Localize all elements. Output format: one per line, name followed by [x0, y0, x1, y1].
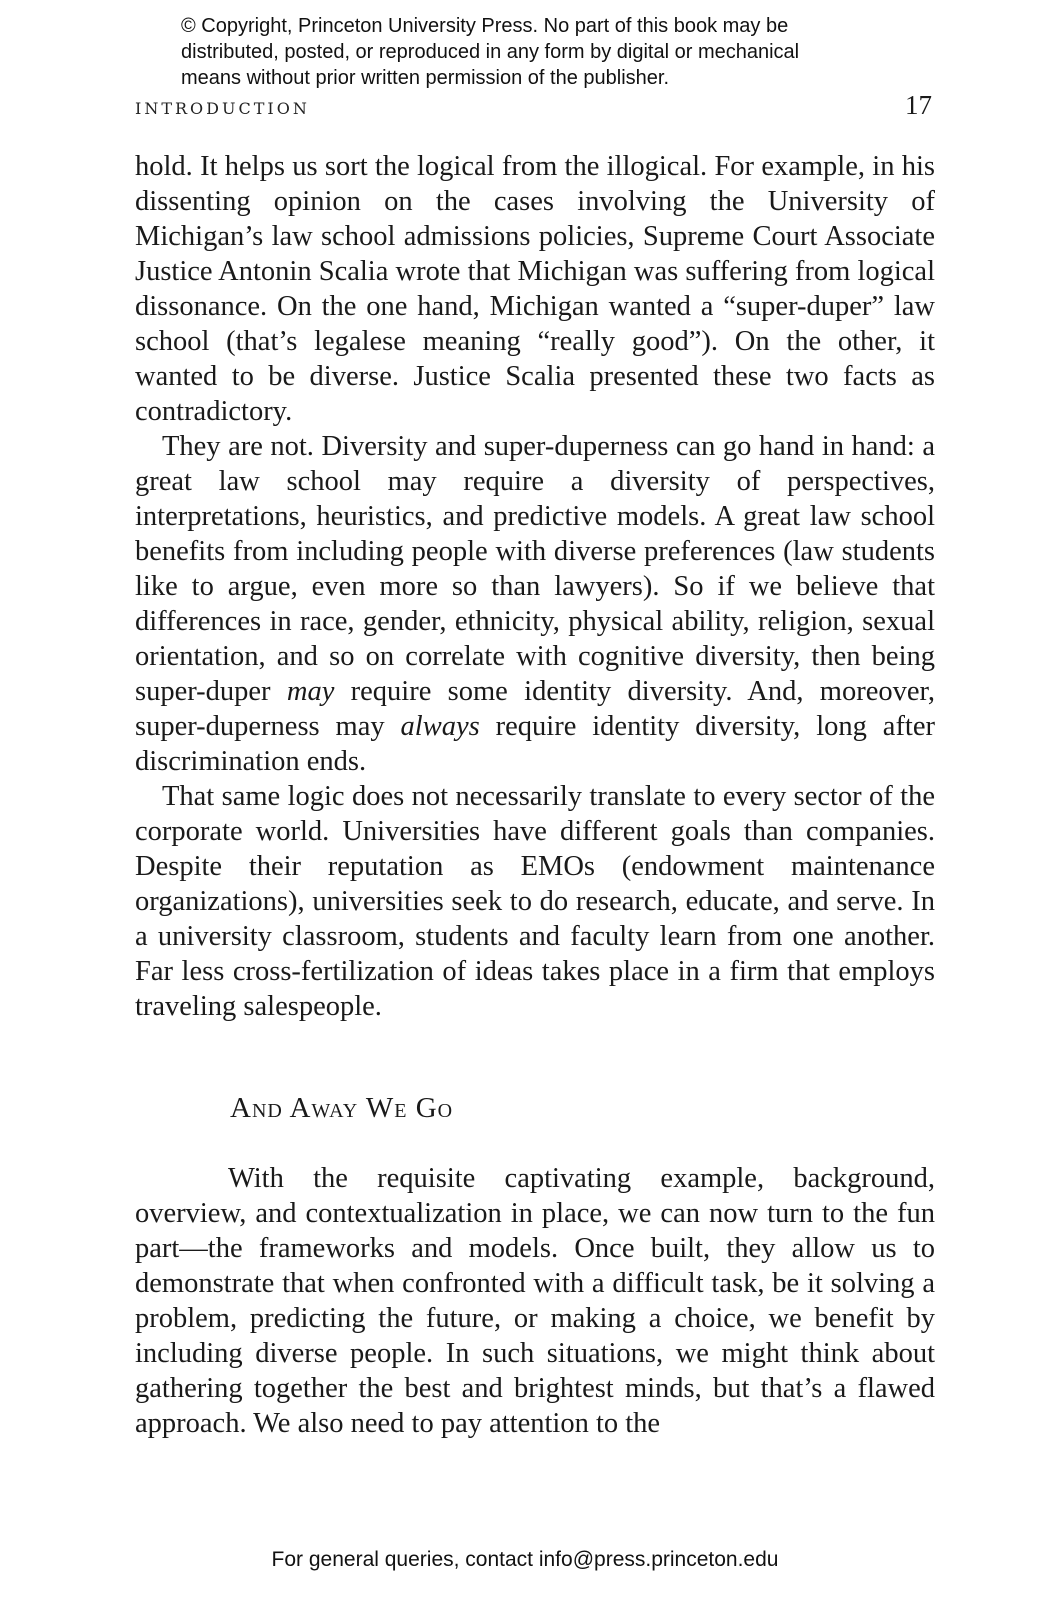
paragraph	[135, 429, 935, 779]
paragraph: With the requisite captivating example, background, overview, and contextualization in place, we can now turn to the fun part—the frameworks and models. Once built, they allow us to demonstrate that when confronted with a difficult task, be it solving a problem, predicting the future, or making a choice, we benefit by including diverse people. In such situations, we might think about gathering together the best and brightest minds, but that’s a flawed approach. We also need to pay attention to the	[135, 1163, 935, 1439]
paragraph-text: They are not. Diversity and super-duperness can go hand in hand: a great law school may require a diversity of perspectives, interpretations, heuristics, and predictive models. A great law school benefits from including people with diverse preferences (law students like to argue, even more so than lawyers). So if we believe that differences in race, gender, ethnicity, physical ability, religion, sexual orientation, and so on correlate with cognitive diversity, then being super-duper	[135, 431, 935, 707]
paragraph: hold. It helps us sort the logical from the illogical. For example, in his dissenting opinion on the cases involving the University of Michigan’s law school admissions policies, Supreme Court Associate Justice Antonin Scalia wrote that Michigan was suffering from logical dissonance. On the one hand, Michigan wanted a “super-duper” law school (that’s legalese meaning “really good”). On the other, it wanted to be diverse. Justice Scalia presented these two facts as contradictory.	[135, 151, 935, 427]
copyright-notice-line: © Copyright, Princeton University Press. No part of this book may be	[181, 15, 789, 37]
paragraph-text: require identity diversity, long after discrimination ends.	[135, 711, 935, 777]
emphasis-text: may	[286, 676, 335, 707]
copyright-notice-line: distributed, posted, or reproduced in any form by digital or mechanical	[181, 41, 800, 63]
paragraph-text: require some identity diversity. And, moreover, super-duperness may	[135, 676, 935, 742]
paragraph: That same logic does not necessarily translate to every sector of the corporate world. Universities have different goals than companies. Despite their reputation as EMOs (endowment maintenance organizations), universities seek to do research, educate, and serve. In a university classroom, students and faculty learn from one another. Far less cross-fertilization of ideas takes place in a firm that employs traveling salespeople.	[135, 781, 935, 1022]
section-heading: And Away We Go	[230, 1092, 454, 1124]
body-text-bottom	[135, 1161, 935, 1441]
running-head: INTRODUCTION	[135, 99, 310, 118]
footer-contact: For general queries, contact info@press.princeton.edu	[271, 1548, 779, 1571]
page-number: 17	[905, 90, 932, 120]
copyright-notice-line: means without prior written permission of the publisher.	[181, 67, 670, 89]
emphasis-text: always	[400, 711, 480, 742]
copyright-notice	[181, 13, 901, 91]
body-text-top	[135, 149, 935, 1024]
